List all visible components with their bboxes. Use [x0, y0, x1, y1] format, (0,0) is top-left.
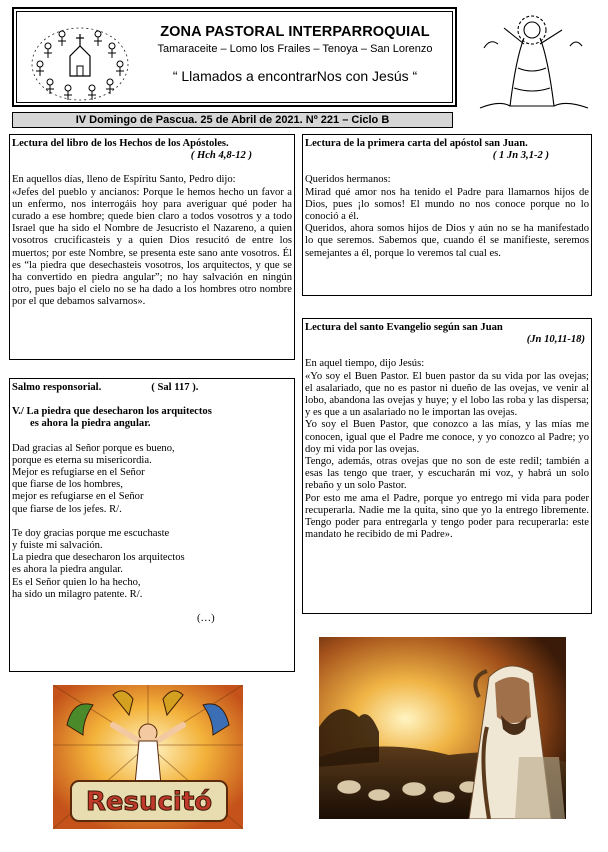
gospel-line: Yo soy el Buen Pastor, que conozco a las mías, y las mías me conocen, igual que el Padre me conoce, y yo conozco al Padre; yo doy mi vida por las ovejas.: [305, 419, 589, 455]
first-reading-box: [9, 134, 295, 360]
motto: “ Llamados a encontrarNos con Jesús “: [172, 68, 418, 84]
gospel-line: Tengo, además, otras ovejas que no son de este redil; también a esas las tengo que traer, y escucharán mi voz, y habrá un solo rebaño y un solo Pastor.: [305, 456, 589, 492]
second-reading-box: [302, 134, 592, 296]
first-reading-line: «Jefes del pueblo y ancianos: Porque le hemos hecho un favor a un enfermo, nos interrogáis hoy para averiguar qué poder ha curado a ese hombre; quede bien claro a todos vosotros y a todo Israel que ha sido el Nombre de Jesucristo el Nazareno, a quien vosotros crucificasteis y a quien Dios resucitó de entre los muertos; por este Nombre, se presenta este sano ante vosotros. Él es “la piedra que desechasteis vosotros, los arquitectos, y que se ha convertido en piedra angular”; no hay salvación en ningún otro, pues bajo el cielo no se ha dado a los hombres otro nombre por el que debamos salvarnos».: [12, 186, 292, 308]
second-reading-heading: Lectura de la primera carta del apóstol san Juan.: [305, 138, 528, 149]
psalm-verse: Te doy gracias porque me escuchaste: [12, 527, 170, 539]
psalm-verse: porque es eterna su misericordia.: [12, 454, 152, 466]
first-reading-ref: ( Hch 4,8-12 ): [190, 150, 252, 162]
psalm-verse: Es el Señor quien lo ha hecho,: [12, 576, 141, 588]
second-reading-line: Mirad qué amor nos ha tenido el Padre para llamarnos hijos de Dios, pues ¡lo somos! El mundo no nos conoce porque no lo conoció a él.: [305, 186, 589, 223]
page-title: ZONA PASTORAL INTERPARROQUIAL: [160, 24, 430, 40]
second-reading-line: Queridos, ahora somos hijos de Dios y aún no se ha manifestado lo que seremos. Sabemos que, cuando él se manifieste, seremos semejantes a él, porque lo veremos tal cual es.: [305, 223, 589, 259]
psalm-verse: que fiarse de los hombres,: [12, 479, 123, 491]
gospel-line: En aquel tiempo, dijo Jesús:: [305, 358, 425, 370]
second-reading-line: Queridos hermanos:: [305, 174, 391, 186]
psalm-verse: mejor es refugiarse en el Señor: [12, 491, 144, 503]
resucito-illustration: [53, 685, 243, 829]
psalm-ref: ( Sal 117 ).: [151, 382, 199, 393]
psalm-verse: que fiarse de los jefes. R/.: [12, 503, 122, 515]
date-bar: IV Domingo de Pascua. 25 de Abril de 2021. Nº 221 – Ciclo B: [12, 112, 453, 128]
second-reading-ref: ( 1 Jn 3,1-2 ): [492, 150, 549, 162]
psalm-verse: Mejor es refugiarse en el Señor: [12, 467, 145, 479]
psalm-heading: Salmo responsorial.: [12, 382, 102, 393]
parish-logo-icon: [28, 16, 132, 102]
gospel-line: Por esto me ama el Padre, porque yo entrego mi vida para poder recuperarla. Nadie me la quita, sino que yo la entrego libremente. Tengo poder para entregarla y tengo poder para recuperarla: este mandato he recibido de mi Padre».: [305, 492, 589, 541]
first-reading-line: En aquellos días, lleno de Espíritu Santo, Pedro dijo:: [12, 174, 236, 186]
psalm-header: [12, 382, 292, 394]
gospel-ref: (Jn 10,11-18): [526, 334, 585, 346]
psalm-response: V./ La piedra que desecharon los arquitectos: [12, 406, 212, 418]
gospel-box: [302, 318, 592, 614]
psalm-verse: La piedra que desecharon los arquitectos: [12, 552, 185, 564]
parishes-subtitle: Tamaraceite – Lomo los Frailes – Tenoya – San Lorenzo: [157, 43, 433, 55]
psalm-verse: es ahora la piedra angular.: [12, 564, 123, 576]
good-shepherd-image: [319, 637, 566, 819]
gospel-heading: Lectura del santo Evangelio según san Juan: [305, 322, 503, 333]
psalm-response: es ahora la piedra angular.: [30, 418, 151, 430]
psalm-verse: y fuiste mi salvación.: [12, 540, 103, 552]
psalm-box: [9, 378, 295, 672]
psalm-verse: ha sido un milagro patente. R/.: [12, 588, 143, 600]
gospel-line: «Yo soy el Buen Pastor. El buen pastor da su vida por las ovejas; el asalariado, que no es pastor ni dueño de las ovejas, ve venir al lobo, abandona las ovejas y huye; y el lobo las roba y las dispersa; y es que a un asalariado no le importan las ovejas.: [305, 370, 589, 419]
first-reading-heading: Lectura del libro de los Hechos de los Apóstoles.: [12, 138, 229, 149]
resucito-word: Resucitó: [85, 787, 213, 817]
risen-jesus-drawing-icon: [470, 8, 594, 116]
psalm-verse: Dad gracias al Señor porque es bueno,: [12, 442, 175, 454]
psalm-ellipsis: (…): [197, 613, 215, 625]
